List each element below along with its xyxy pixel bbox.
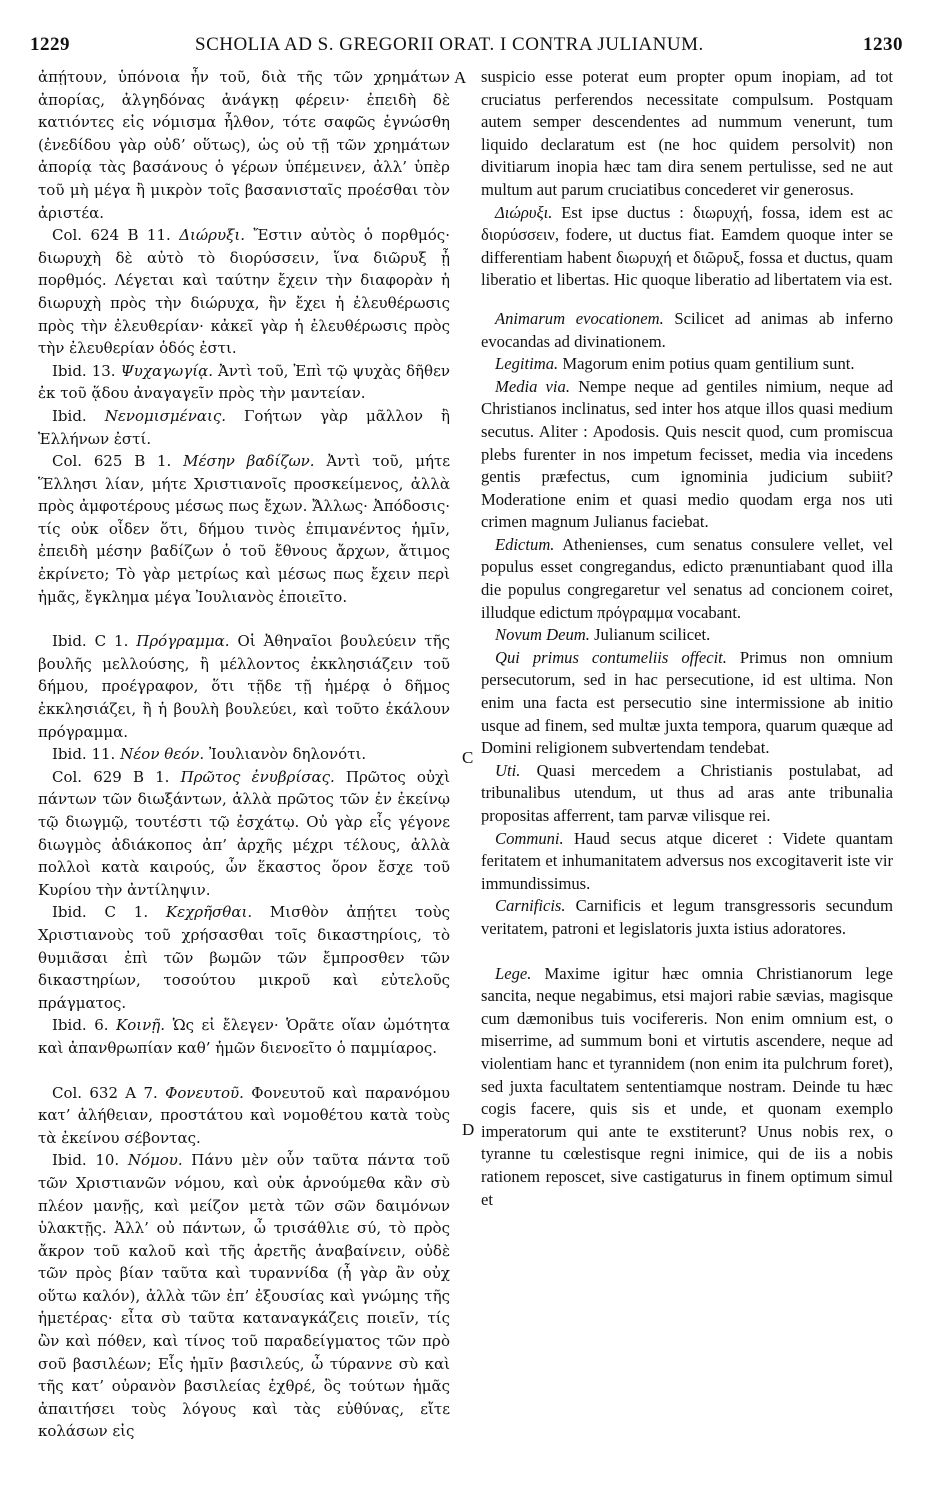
- lemma: Uti.: [495, 760, 521, 780]
- greek-paragraph: [38, 450, 450, 608]
- greek-paragraph: [38, 1082, 450, 1150]
- page-number-left: 1229: [30, 34, 70, 55]
- page-number-right: 1230: [863, 34, 903, 55]
- lemma: Lege.: [495, 963, 532, 983]
- lemma: Legitima.: [495, 354, 559, 374]
- greek-paragraph: [38, 766, 450, 902]
- margin-marker-c: C: [462, 748, 474, 767]
- reference: Col. 624 B 11.: [52, 226, 171, 245]
- lemma: Qui primus contumeliis offecit.: [495, 647, 727, 667]
- greek-text: Φονευτοῦ καὶ παρανόμου κατ’ ἀλήθειαν, προστάτου καὶ νομοθέτου κατὰ τοὺς τὰ ἐκείνου σέβοντας.: [38, 1083, 450, 1147]
- latin-paragraph: [481, 895, 893, 940]
- greek-paragraph: [38, 630, 450, 743]
- latin-text: Quasi mercedem a Christianis postulabat, ad tribunalibus utendum, ut thus ad aras ante tribunalia propositas afferrent, tam parvæ vilisque rei.: [481, 760, 894, 825]
- latin-paragraph: [481, 353, 893, 376]
- greek-text: Πάνυ μὲν οὖν ταῦτα πάντα τοῦ τῶν Χριστιανῶν νόμου, καὶ οὐκ ἀρνούμεθα κἂν σὺ πλέον μανῇς, καὶ μείζον μετὰ τῶν σῶν δαιμόνων ὑλακτῇς. Ἀλλ’ οὐ πάντων, ὦ τρισάθλιε σύ, τὸ πρὸς ἄκρον τοῦ καλοῦ καὶ τῆς ἀρετῆς ἀναβαίνειν, οὐδὲ τῶν πρὸς βίαν ταῦτα καὶ τυραννίδα (ἦ γὰρ ἂν οὐχ οὕτω καλόν), ἀλλὰ τῶν ἐπ’ ἐξουσίας καὶ γνώμης τῆς ἡμετέρας· εἶτα σὺ ταῦτα καταναγκάζεις ποιεῖν, τίς ὢν καὶ πόθεν, καὶ τίνος τοῦ παραδείγματος τῶν πρὸ σοῦ βασιλέων; Εἷς ἡμῖν βασιλεύς, ὦ τύραννε σὺ καὶ τῆς κατ’ οὐρανὸν βασιλείας ἐχθρέ, ὃς τούτων ἡμᾶς ἀπαιτήσει τοὺς λόγους καὶ τὰς εὐθύνας, εἴτε κολάσων εἰς: [38, 1151, 450, 1441]
- greek-paragraph: [38, 405, 450, 450]
- lemma: Διώρυξι.: [179, 226, 245, 245]
- latin-text: Scilicet ad animas ab inferno evocandas ad divinationem.: [481, 308, 893, 351]
- reference: Ibid. C 1.: [52, 632, 129, 651]
- latin-text: Est ipse ductus : διωρυχή, fossa, idem est ac διορύσσειν, fodere, ut ductus fiat. Eamdem quoque inter se differentiam habent διωρυχή et διῶρυξ, fossa et ductus, quam liberatio et libertas. Hic quoque liberatio ad libertatem via est.: [481, 202, 893, 290]
- lemma: Νέον θεόν.: [120, 745, 205, 764]
- latin-text: suspicio esse poterat eum propter opum inopiam, ad tot cruciatus perferendos necessitate compulsum. Postquam autem semper descendentes ad nummum venerunt, tum liquido declaratum est (ne hoc quidem persolvit) non divitiarum inopia hæc tam dira senem pertulisse, sed ne aut multum aut parum cruciatibus concederet vir generosus.: [481, 67, 893, 199]
- greek-text: Ἔστιν αὐτὸς ὁ πορθμός· διωρυχὴ δὲ αὐτὸ τὸ διορύσσειν, ἵνα διῶρυξ ᾖ πορθμός. Λέγεται καὶ ταύτην ἔχειν τὴν διαφορὰν ἡ διωρυχὴ πρὸς τὴν διώρυχα, ἣν ἔχει ἡ ἐλευθέρωσις πρὸς τὴν ἐλευθερίαν· κἀκεῖ γὰρ ἡ ἐλευθέρωσις πρὸς τὴν ἐλευθερίαν ὁδός ἐστι.: [38, 226, 450, 358]
- greek-paragraph: [38, 360, 450, 405]
- margin-marker-d: D: [462, 1120, 475, 1139]
- greek-paragraph: [38, 901, 450, 1014]
- lemma: Edictum.: [495, 534, 555, 554]
- lemma: Πρῶτος ἐνυβρίσας.: [180, 767, 335, 786]
- latin-text: Athenienses, cum senatus consulere vellet, vel populus esset congregandus, edicto prænuntiabant quod illa die populus congregaretur vel senatus ad concionem coiret, illudque edictum πρόγραμμα vocabant.: [481, 534, 894, 622]
- latin-paragraph: [481, 828, 893, 896]
- lemma: Μέσην βαδίζων.: [183, 452, 315, 471]
- lemma: Animarum evocationem.: [495, 308, 664, 328]
- lemma: Media via.: [495, 376, 570, 396]
- reference: Ibid. 11.: [52, 745, 116, 764]
- greek-text: Ὡς εἰ ἔλεγεν· Ὁρᾶτε οἵαν ὠμότητα καὶ ἀπανθρωπίαν καθ’ ἡμῶν διενοεῖτο ὁ παμμίαρος.: [38, 1016, 450, 1057]
- reference: Col. 625 B 1.: [52, 452, 172, 471]
- greek-paragraph: [38, 743, 450, 766]
- latin-text: Nempe neque ad gentiles nimium, neque ad Christianos inclinatus, sed inter hos atque illos quasi medium secutus. Aliter : Apodosis. Quis nescit quod, cum promiscua plebs furenter in nos impetum fecisset, media via incedens gentis præfectus, cum ignominia judicium subiit? Moderatione enim et quasi medio quodam erga nos uti crimen magnum Julianus faciebat.: [481, 376, 894, 532]
- margin-marker-a: A: [454, 68, 467, 87]
- reference: Ibid. 10.: [52, 1151, 120, 1170]
- latin-paragraph: [481, 202, 893, 292]
- greek-text: Πρῶτος οὐχὶ πάντων τῶν διωξάντων, ἀλλὰ πρῶτος τῶν ἐν ἐκείνῳ τῷ διωγμῷ, τουτέστι τῷ ἐσχάτῳ. Οὐ γὰρ εἷς γέγονε διωγμὸς ἀδιάκοπος ἀπ’ ἀρχῆς μέχρι τέλους, ἀλλὰ πολλοὶ κατὰ καιρούς, ὧν ἕκαστος ὅρον ἔσχε τοῦ Κυρίου τὴν ἀντίληψιν.: [38, 767, 450, 899]
- lemma: Φονευτοῦ.: [165, 1083, 244, 1102]
- running-title: SCHOLIA AD S. GREGORII ORAT. I CONTRA JULIANUM.: [195, 34, 704, 55]
- greek-paragraph: [38, 224, 450, 360]
- greek-text: Ἀντὶ τοῦ, Ἐπὶ τῷ ψυχὰς δῆθεν ἐκ τοῦ ᾅδου ἀναγαγεῖν πρὸς τὴν μαντείαν.: [38, 361, 450, 403]
- latin-text: Maxime igitur hæc omnia Christianorum lege sancita, neque negabimus, etsi majori rabie sævias, magisque cum dæmonibus tuis vocifereris. Non enim omnium est, o miserrime, ad summum boni et virtutis ascendere, neque ad violentiam hanc et tyrannidem (non enim ita pulchrum foret), sed juxta facultatem sententiamque nostram. Deinde tu hæc cogis facere, quis sis et unde, et quonam exemplo imperatorum qui ante te exstiterunt? Unus nobis rex, o tyranne tu cœlestisque regni inimice, qui de iis a nobis rationem reposcet, sive castigaturus in finem optimum simul et: [481, 963, 893, 1209]
- lemma: Carnificis.: [495, 896, 566, 916]
- greek-text: Ἀντὶ τοῦ, μήτε Ἕλλησι λίαν, μήτε Χριστιανοῖς προσκείμενος, ἀλλὰ πρὸς ἀμφοτέρους μέσως πως ἔχων. Ἄλλως· Ἀπόδοσις· τίς οὐκ οἶδεν ὅτι, δήμου τινὸς ἐπιμανέντος ἡμῖν, ἐπειδὴ μέσην βαδίζων ὁ τοῦ ἔθνους ἄρχων, ἄτιμος ἐκρίνετο; Τὸ γὰρ μετρίως καὶ μέσως πως ἔχειν περὶ ἡμᾶς, ἔγκλημα μέγα Ἰουλιανὸς ἐποιεῖτο.: [38, 452, 451, 606]
- latin-paragraph: [481, 760, 893, 828]
- lemma: Νόμου.: [127, 1151, 183, 1170]
- greek-paragraph: [38, 1014, 450, 1059]
- greek-text: Οἱ Ἀθηναῖοι βουλεύειν τῆς βουλῆς μελλούσης, ἢ μέλλοντος ἐκκλησιάζειν τοῦ δήμου, προέγραφον, ὅτι τῇδε τῇ ἡμέρᾳ ὁ δῆμος ἐκκλησιάζει, ἢ ἡ βουλὴ βουλεύει, καὶ τοῦτο ἐκάλουν πρόγραμμα.: [38, 632, 450, 741]
- greek-text: Ἰουλιανὸν δηλονότι.: [208, 745, 367, 764]
- greek-text: Γοήτων γὰρ μᾶλλον ἢ Ἑλλήνων ἐστί.: [38, 406, 450, 448]
- latin-paragraph: [481, 66, 893, 202]
- lemma: Διώρυξι.: [495, 202, 553, 222]
- latin-text: Carnificis et legum transgressoris secundum veritatem, patroni et legislatoris juxta istius adoratores.: [481, 896, 893, 938]
- latin-paragraph: [481, 647, 893, 760]
- greek-paragraph: [38, 1149, 450, 1443]
- greek-text: Μισθὸν ἀπῄτει τοὺς Χριστιανοὺς τοῦ χρήσασθαι τοῖς δικαστηρίοις, τὸ θυμιᾶσαι ἐπὶ τῶν βωμῶν τῶν ἔμπροσθεν τῶν δικαστηρίων, τοσούτου μικροῦ καὶ εὐτελοῦς πράγματος.: [38, 903, 450, 1012]
- greek-text: ἀπῄτουν, ὑπόνοια ἦν τοῦ, διὰ τῆς τῶν χρημάτων ἀπορίας, ἀλγηδόνας ἀνάγκῃ φέρειν· ἐπειδὴ δὲ κατιόντες εἰς νόμισμα ἦλθον, τότε σαφῶς ἐγνώσθη (ἐνεδίδου γὰρ οὐδ’ οὕτως), ὡς οὐ τῇ τῶν χρημάτων ἀπορίᾳ τὰς βασάνους ὁ γέρων ὑπέμεινεν, ἀλλ’ ὑπὲρ τοῦ μὴ μέγα ἢ μικρὸν τοῖς βασανισταῖς προέσθαι τὸν ἀριστέα.: [38, 68, 450, 222]
- latin-column: [481, 66, 893, 1211]
- latin-text: Haud secus atque diceret : Videte quantam feritatem et inhumanitatem adversus nos excogitaverit iste vir immundissimus.: [481, 828, 894, 893]
- reference: Ibid. C 1.: [52, 903, 149, 922]
- latin-paragraph: [481, 308, 893, 353]
- reference: Col. 632 A 7.: [52, 1083, 158, 1102]
- lemma: Communi.: [495, 828, 564, 848]
- lemma: Novum Deum.: [495, 625, 590, 645]
- greek-paragraph: [38, 66, 450, 224]
- latin-text: Magorum enim potius quam gentilium sunt.: [562, 354, 855, 374]
- lemma: Κεχρῆσθαι.: [165, 903, 253, 922]
- greek-column: [38, 66, 450, 1443]
- lemma: Νενομισμέναις.: [104, 406, 226, 425]
- reference: Ibid. 13.: [52, 361, 116, 380]
- lemma: Κοινῇ.: [116, 1016, 166, 1035]
- latin-paragraph: [481, 376, 893, 534]
- reference: Ibid.: [52, 406, 87, 425]
- latin-paragraph: [481, 624, 893, 647]
- reference: Ibid. 6.: [52, 1016, 109, 1035]
- latin-paragraph: [481, 963, 893, 1212]
- latin-text: Primus non omnium persecutorum, sed in hac persecutione, id est ultima. Non enim una facta est persecutio sine intermissione ab initio usque ad finem, sed multæ juxta tempora, quarum quæque ad Domini religionem subvertendam tendebat.: [481, 647, 894, 758]
- latin-paragraph: [481, 534, 893, 624]
- lemma: Πρόγραμμα.: [136, 632, 230, 651]
- lemma: Ψυχαγωγίᾳ.: [120, 361, 214, 380]
- reference: Col. 629 B 1.: [52, 767, 170, 786]
- latin-text: Julianum scilicet.: [594, 625, 711, 645]
- page-header: [30, 28, 903, 58]
